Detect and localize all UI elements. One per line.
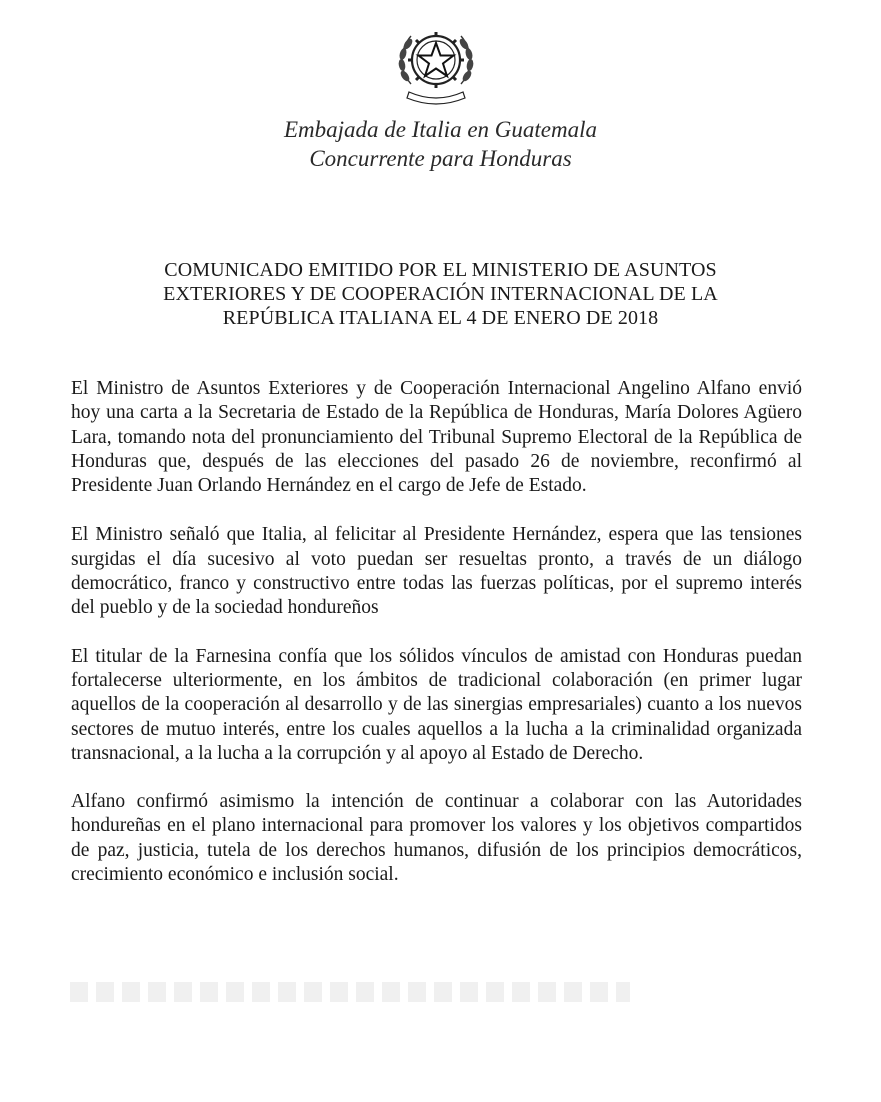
title-line: EXTERIORES Y DE COOPERACIÓN INTERNACIONAL DE LA bbox=[163, 283, 718, 305]
faint-bleed-through bbox=[70, 982, 630, 1002]
title-line: COMUNICADO EMITIDO POR EL MINISTERIO DE ASUNTOS bbox=[164, 259, 717, 281]
letterhead-concurrent: Concurrente para Honduras bbox=[309, 146, 572, 171]
paragraph: El Ministro señaló que Italia, al felicitar al Presidente Hernández, espera que las tensiones surgidas el día sucesivo al voto puedan ser resueltas pronto, a través de un diálogo democrático, franco y constructivo entre todas las fuerzas políticas, por el supremo interés del pueblo y de la sociedad hondureños bbox=[71, 524, 802, 619]
communique-body bbox=[71, 377, 802, 911]
paragraph: El Ministro de Asuntos Exteriores y de Cooperación Internacional Angelino Alfano envió hoy una carta a la Secretaria de Estado de la República de Honduras, María Dolores Agüero Lara, tomando nota del pronunciamiento del Tribunal Supremo Electoral de la República de Honduras que, después de las elecciones del pasado 26 de noviembre, reconfirmó al Presidente Juan Orlando Hernández en el cargo de Jefe de Estado. bbox=[71, 378, 802, 497]
letterhead-embassy: Embajada de Italia en Guatemala bbox=[283, 117, 597, 142]
paragraph: Alfano confirmó asimismo la intención de continuar a colaborar con las Autoridades hondureñas en el plano internacional para promover los valores y los objetivos compartidos de paz, justicia, tutela de los derechos humanos, difusión de los principios democráticos, crecimiento económico e inclusión social. bbox=[71, 791, 802, 886]
italian-republic-emblem-icon bbox=[391, 18, 481, 108]
paragraph: El titular de la Farnesina confía que los sólidos vínculos de amistad con Honduras puedan fortalecerse ulteriormente, en los ámbitos de tradicional colaboración (en primer lugar aquellos de la cooperación al desarrollo y de las sinergias empresariales) cuanto a los nuevos sectores de mutuo interés, entre los cuales aquellos a la lucha a la criminalidad organizada transnacional, a la lucha a la corrupción y al apoyo al Estado de Derecho. bbox=[71, 645, 802, 764]
communique-title bbox=[80, 258, 801, 330]
title-line: REPÚBLICA ITALIANA EL 4 DE ENERO DE 2018 bbox=[222, 307, 659, 329]
